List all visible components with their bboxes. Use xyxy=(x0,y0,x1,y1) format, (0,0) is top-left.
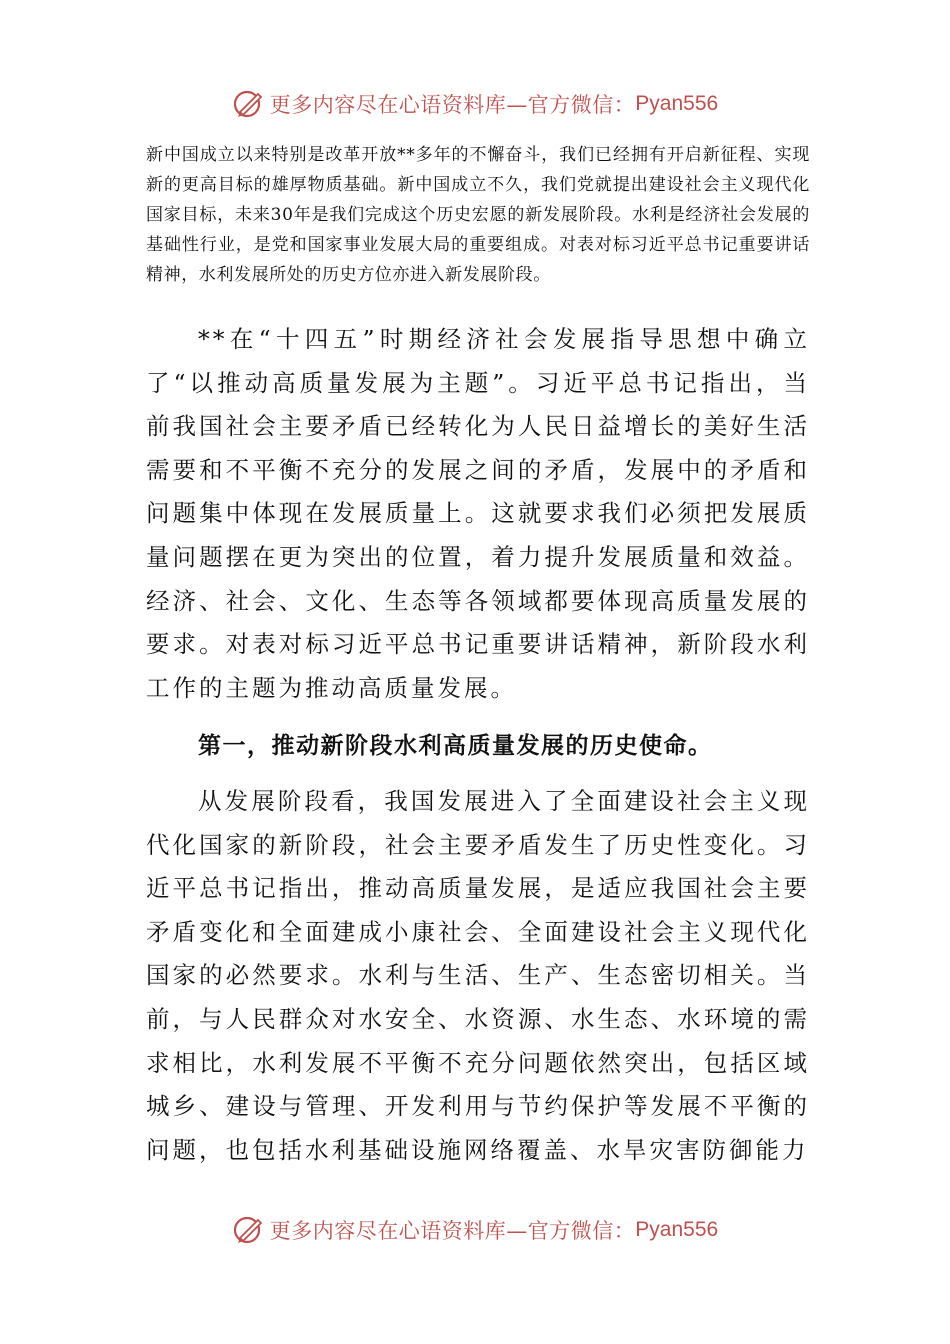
pen-logo-icon xyxy=(232,87,266,121)
footer-watermark-banner xyxy=(0,1210,950,1250)
paragraph-development-stage: 从发展阶段看，我国发展进入了全面建设社会主义现代化国家的新阶段，社会主要矛盾发生了历史性变化。习近平总书记指出，推动高质量发展，是适应我国社会主要矛盾变化和全面建成小康社会、全面建设社会主义现代化国家的必然要求。水利与生活、生产、生态密切相关。当前，与人民群众对水安全、水资源、水生态、水环境的需求相比，水利发展不平衡不充分问题依然突出，包括区域城乡、建设与管理、开发利用与节约保护等发展不平衡的问题，也包括水利基础设施网络覆盖、水旱灾害防御能力 xyxy=(146,787,810,1164)
banner-text: 更多内容尽在心语资料库—官方微信： xyxy=(269,1219,636,1243)
banner-text: 更多内容尽在心语资料库—官方微信： xyxy=(269,93,636,117)
paragraph-intro: 新中国成立以来特别是改革开放**多年的不懈奋斗，我们已经拥有开启新征程、实现新的更高目标的雄厚物质基础。新中国成立不久，我们党就提出建设社会主义现代化国家目标，未来30年是我们完成这个历史宏愿的新发展阶段。水利是经济社会发展的基础性行业，是党和国家事业发展大局的重要组成。对表对标习近平总书记重要讲话精神，水利发展所处的历史方位亦进入新发展阶段。 xyxy=(146,145,810,285)
pen-logo-icon xyxy=(232,1213,266,1247)
header-watermark-banner xyxy=(0,84,950,124)
paragraph-theme: **在“十四五”时期经济社会发展指导思想中确立了“以推动高质量发展为主题”。习近平总书记指出，当前我国社会主要矛盾已经转化为人民日益增长的美好生活需要和不平衡不充分的发展之间的矛盾，发展中的矛盾和问题集中体现在发展质量上。这就要求我们必须把发展质量问题摆在更为突出的位置，着力提升发展质量和效益。经济、社会、文化、生态等各领域都要体现高质量发展的要求。对表对标习近平总书记重要讲话精神，新阶段水利工作的主题为推动高质量发展。 xyxy=(146,325,810,702)
banner-handle: Pyan556 xyxy=(635,1218,719,1241)
banner-handle: Pyan556 xyxy=(635,92,719,115)
section-heading: 第一，推动新阶段水利高质量发展的历史使命。 xyxy=(198,733,713,759)
